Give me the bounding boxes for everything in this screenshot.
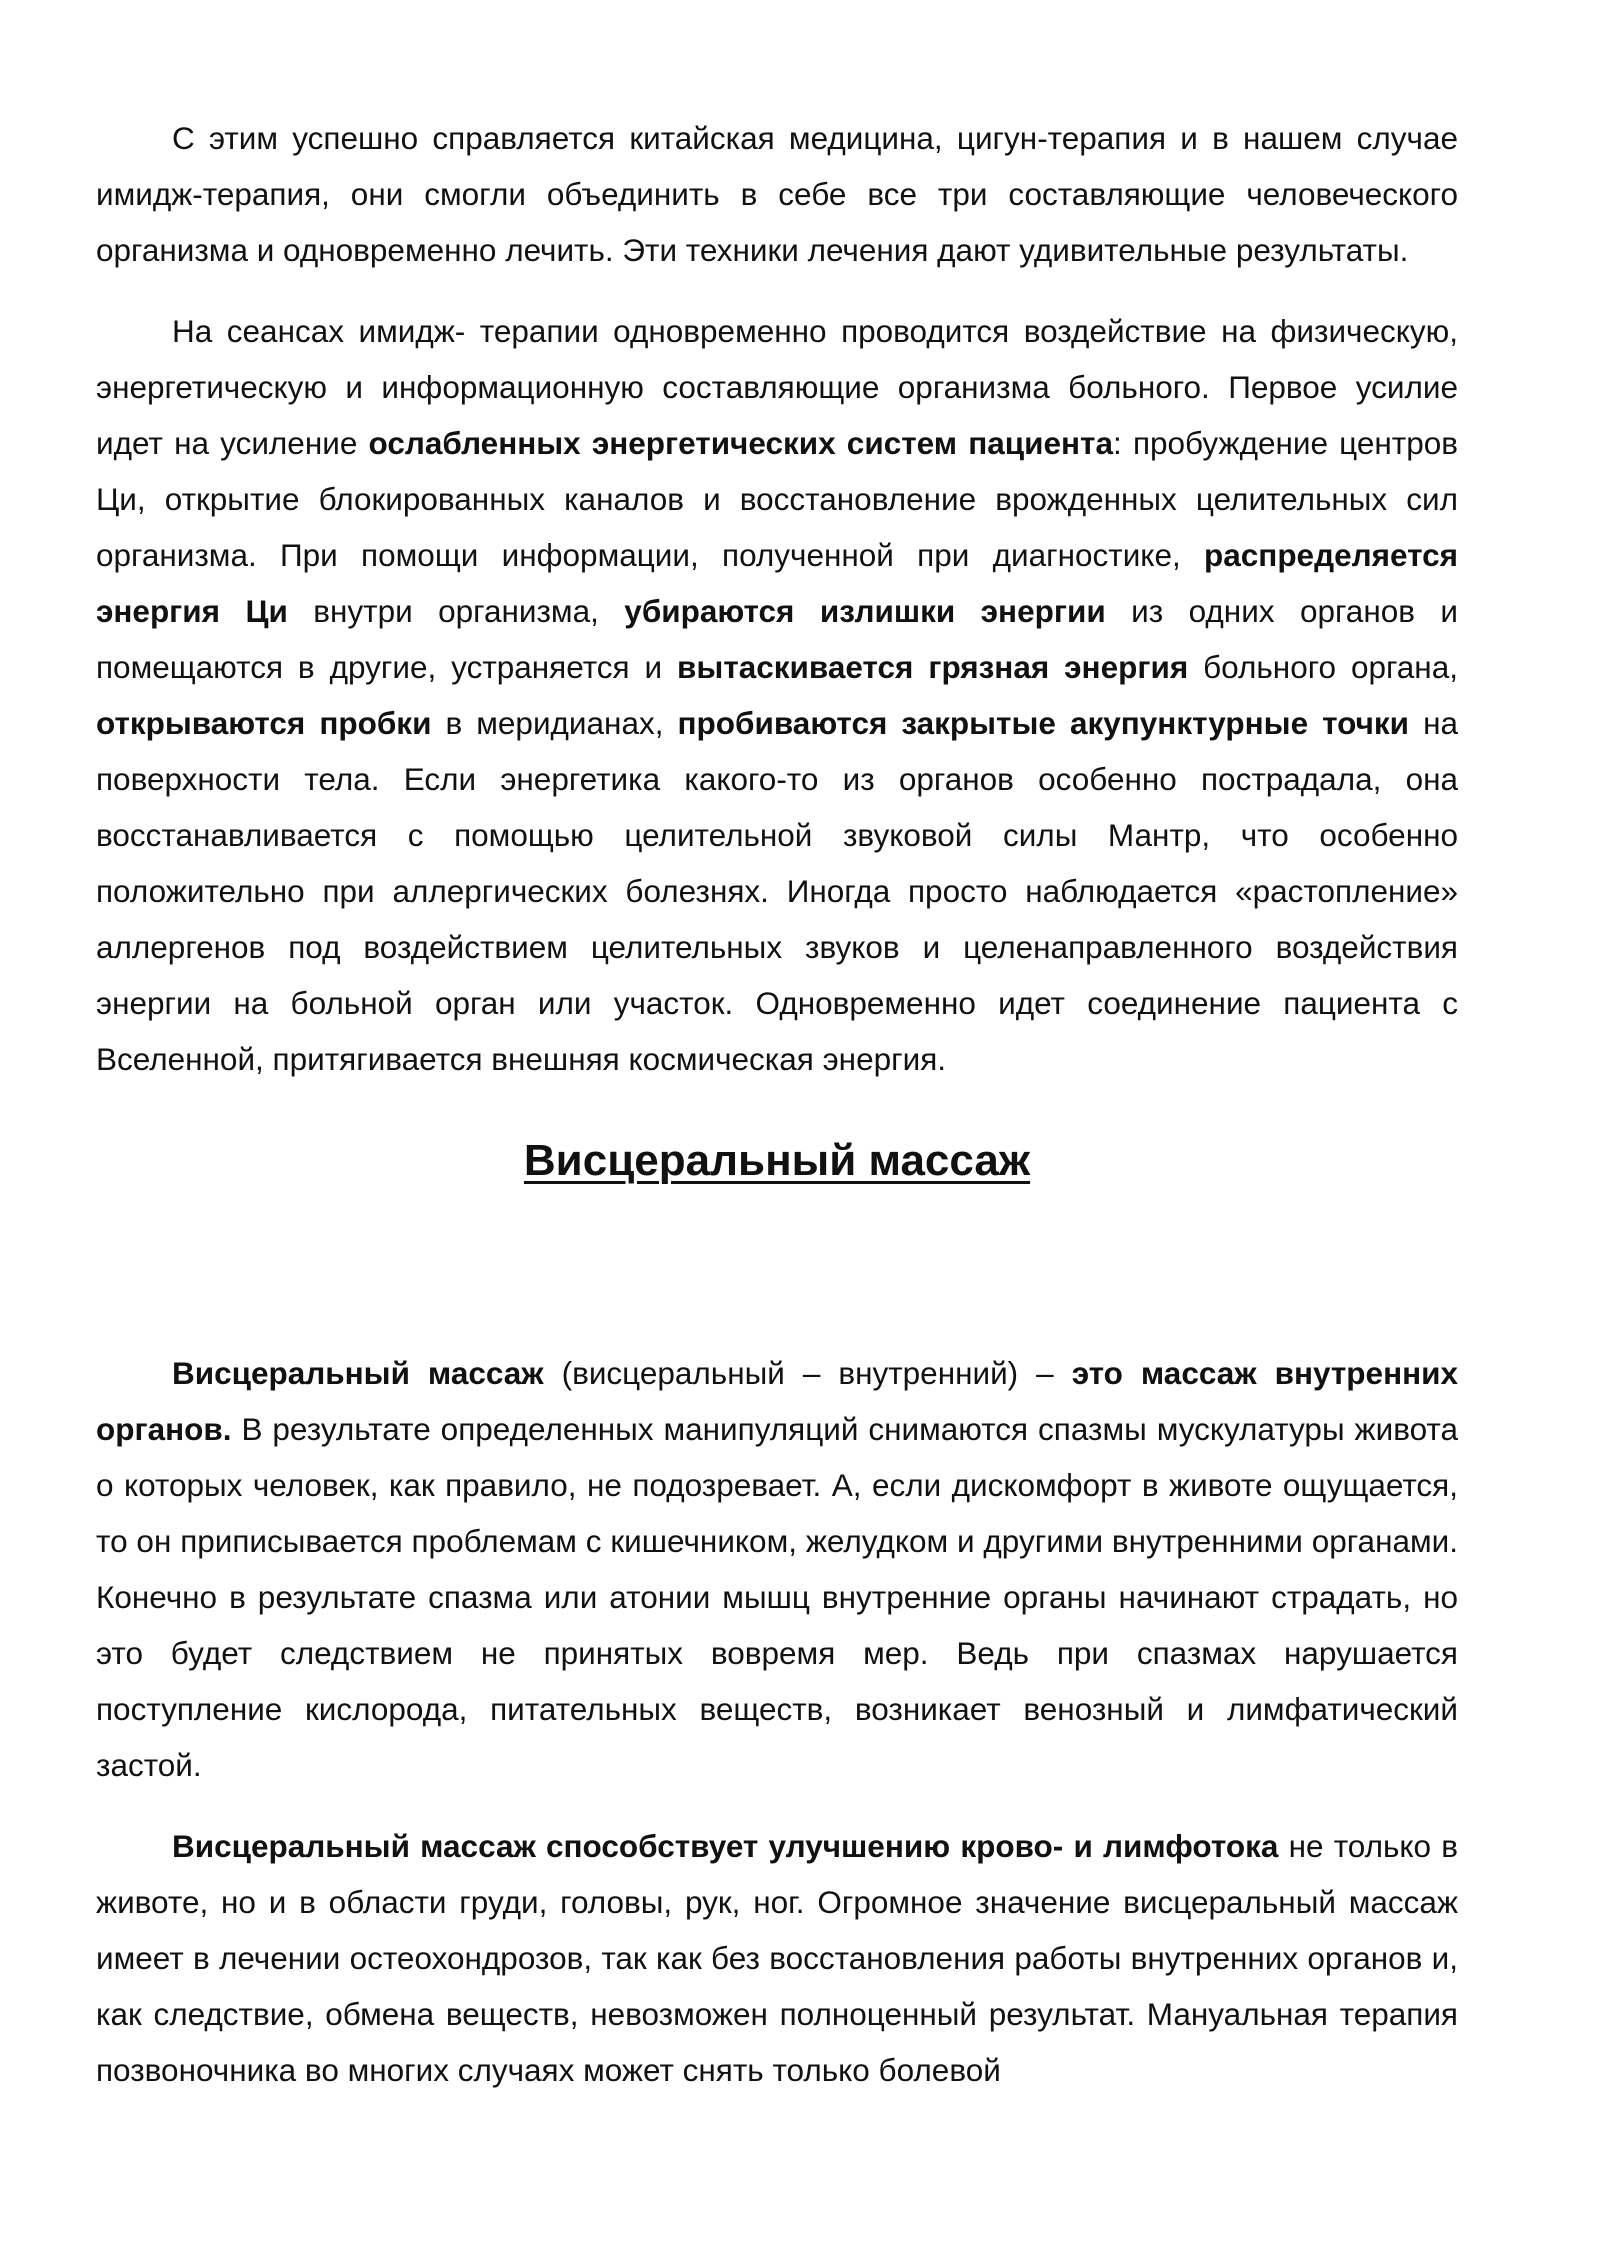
bold-phrase: распределяется энергия Ци [96,537,1458,629]
bold-phrase: это массаж внутренних органов. [96,1355,1459,1447]
bold-phrase: ослабленных энергетических систем пациента [368,425,1114,461]
paragraph-text: С этим успешно справляется китайская медицина, цигун-терапия и в нашем случае имидж-терапия, они смогли объединить в себе все три составляющие человеческого организма и одновременно лечить. Эти техники лечения дают удивительные результаты. [96,120,1458,268]
paragraph-image-therapy-sessions [96,303,1458,1087]
paragraph-visceral-massage-benefits [96,1818,1458,2098]
paragraph-text: в меридианах, [431,705,678,741]
bold-phrase: убираются излишки энергии [624,593,1106,629]
bold-phrase: открываются пробки [96,705,432,741]
document-page [96,110,1458,2098]
paragraph-text: внутри организма, [287,593,625,629]
paragraph-text: На сеансах имидж- терапии одновременно проводится воздействие на физическую, энергетическую и информационную составляющие организма больного. Первое усилие идет на усиление [96,313,1458,461]
paragraph-text: не только в животе, но и в области груди, головы, рук, ног. Огромное значение висцеральный массаж имеет в лечении остеохондрозов, так как без восстановления работы внутренних органов и, как следствие, обмена веществ, невозможен полноценный результат. Мануальная терапия позвоночника во многих случаях может снять только болевой [96,1828,1459,2088]
paragraph-text: на поверхности тела. Если энергетика какого-то из органов особенно пострадала, она восстанавливается с помощью целительной звуковой силы Мантр, что особенно положительно при аллергических болезнях. Иногда просто наблюдается «растопление» аллергенов под воздействием целительных звуков и целенаправленного воздействия энергии на больной орган или участок. Одновременно идет соединение пациента с Вселенной, притягивается внешняя космическая энергия. [96,705,1458,1077]
paragraph-text: (висцеральный – внутренний) – [543,1355,1072,1391]
bold-phrase: вытаскивается грязная энергия [677,649,1189,685]
section-heading: Висцеральный массаж [523,1136,1031,1185]
paragraph-text: из одних органов и помещаются в другие, устраняется и [96,593,1458,685]
paragraph-chinese-medicine [96,110,1458,278]
bold-phrase: Висцеральный массаж способствует улучшению крово- и лимфотока [172,1828,1279,1864]
bold-phrase: Висцеральный массаж [172,1355,544,1391]
paragraph-visceral-massage-definition [96,1345,1458,1793]
paragraph-text: В результате определенных манипуляций снимаются спазмы мускулатуры живота о которых человек, как правило, не подозревает. А, если дискомфорт в животе ощущается, то он приписывается проблемам с кишечником, желудком и другими внутренними органами. Конечно в результате спазма или атонии мышц внутренние органы начинают страдать, но это будет следствием не принятых вовремя мер. Ведь при спазмах нарушается поступление кислорода, питательных веществ, возникает венозный и лимфатический застой. [96,1411,1458,1783]
paragraph-text: : пробуждение центров Ци, открытие блокированных каналов и восстановление врожденных целительных сил организма. При помощи информации, полученной при диагностике, [96,425,1458,573]
paragraph-text: больного органа, [1188,649,1458,685]
bold-phrase: пробиваются закрытые акупунктурные точки [677,705,1410,741]
